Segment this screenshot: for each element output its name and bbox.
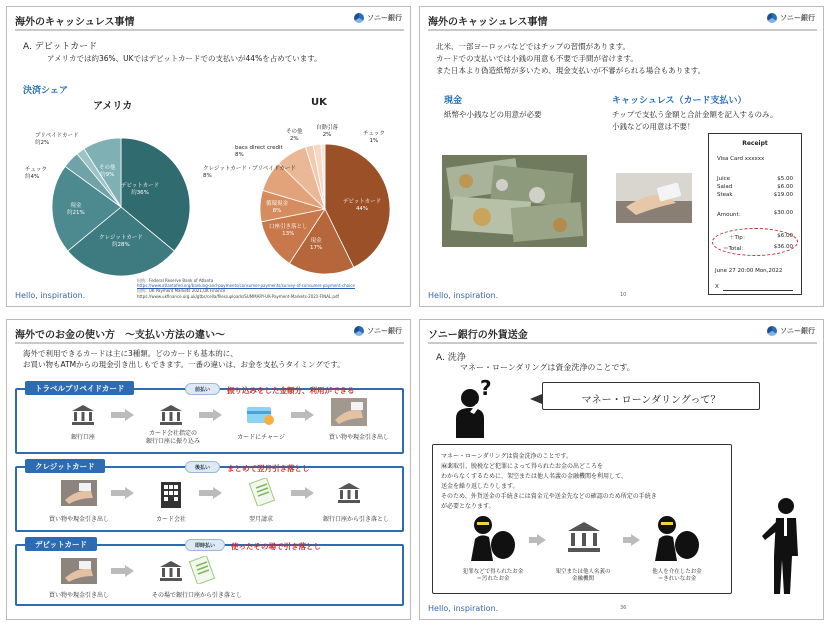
step-label: カードにチャージ (237, 434, 285, 441)
businessman-pointing-icon (760, 496, 804, 596)
arrow-right-icon (125, 409, 134, 421)
bank-icon (71, 404, 95, 426)
uk-label-check: チェック 1% (363, 131, 385, 144)
arrow-right-icon (291, 412, 305, 418)
arrow-right-icon (213, 409, 222, 421)
prepaid-card-band (15, 384, 404, 454)
card-charge-icon (245, 404, 275, 426)
company-building-icon (159, 478, 183, 508)
us-label-debit: デビットカード 約36% (121, 183, 160, 196)
arrow-right-icon (623, 537, 631, 543)
slide-payment-methods (6, 319, 411, 620)
title-divider (428, 29, 817, 31)
band-note: 使ったその場で引き落とし (231, 542, 321, 551)
sony-bank-logo-icon (767, 326, 777, 336)
receipt-item: Salad $6.00 (717, 184, 793, 190)
us-label-check: チェック 約4% (25, 167, 47, 180)
explain-line: そのため、外貨送金の手続きには資金元や送金先などの確認のため所定の手続き (441, 493, 657, 500)
receipt-title: Receipt (742, 140, 768, 147)
uk-chart-title: UK (311, 97, 327, 108)
step-label: 買い物や現金引き出し (48, 592, 109, 599)
uk-label-debit: デビットカード 44% (343, 199, 382, 212)
thinking-person-icon (450, 382, 500, 438)
flow-label: 他人を介在したお金 ＝きれいなお金 (652, 569, 702, 582)
band-title: デビットカード (25, 537, 97, 551)
us-label-credit: クレジットカード 約28% (99, 235, 143, 248)
us-chart-title: アメリカ (93, 101, 133, 112)
step-label: 買い物や現金引き出し (328, 434, 389, 441)
uk-label-revolving-cash: 循環現金 8% (266, 201, 289, 214)
thief-with-bag-icon (467, 513, 517, 563)
thief-with-bag-icon (651, 513, 701, 563)
invoice-icon (247, 478, 277, 506)
arrow-right-icon (537, 534, 546, 546)
uk-label-other: その他 2% (286, 129, 303, 142)
band-note: 振り込みをした金額分、利用ができる (227, 386, 355, 395)
explain-line: 送金を繰り返したりします。 (441, 483, 519, 490)
intro-line: また日本より偽造紙幣が多いため、現金支払いが不審がられる場合もあります。 (436, 66, 706, 75)
intro-line: お買い物もATMからの現金引き出しもできます。一番の違いは、お金を支払うタイミングです。 (23, 360, 345, 369)
debit-card-band (15, 540, 404, 606)
question-text: マネー・ローンダリングって？ (581, 395, 721, 406)
explain-line: わからなくするために、架空または他人名義の金融機関を利用して、 (441, 473, 627, 480)
uk-label-direct-debit: 口座引き落とし 13% (269, 224, 308, 237)
step-label: その場で銀行口座から引き落とし (151, 592, 242, 599)
us-label-other: その他 約9% (99, 165, 116, 178)
receipt-item: Steak $19.00 (717, 192, 793, 198)
uk-label-credit-prepaid: クレジットカード・プリペイドカード 8% (203, 166, 296, 179)
footer-tagline: Hello, inspiration. (15, 291, 86, 300)
flow-label: 架空または他人名義の 金融機関 (555, 569, 611, 582)
uk-label-cash: 現金 17% (310, 238, 323, 251)
arrow-right-icon (199, 412, 213, 418)
source-link[interactable]: https://www.atlantafed.org/banking-and-payments/consumer-payments/survey-of-consumer-payment-choice (137, 283, 355, 289)
us-label-prepaid: プリペイドカード 約2% (35, 133, 79, 146)
step-label: 銀行口座 (70, 434, 95, 441)
footer-tagline: Hello, inspiration. (428, 604, 499, 613)
source-link[interactable]: https://www.ukfinance.org.uk/gtbs/cella/files/uploads/SUMMARY-UK-Payment-Markets-2021-FINAL.pdf (137, 293, 339, 299)
slide-money-laundering (419, 319, 824, 620)
shopping-photo (331, 398, 367, 426)
arrow-right-icon (199, 490, 213, 496)
cash-photo (442, 155, 587, 247)
section-heading: A. デビットカード (23, 42, 98, 52)
flow-label: 犯罪などで得られたお金 ＝汚れたお金 (462, 569, 524, 582)
page-number: 36 (620, 605, 627, 611)
footer-tagline: Hello, inspiration. (428, 291, 499, 300)
explain-line: が必要となります。 (441, 503, 495, 510)
arrow-right-icon (305, 409, 314, 421)
slide-title: ソニー銀行の外貨送金 (428, 330, 528, 341)
step-label: カード会社指定の 銀行口座に振り込み (145, 430, 200, 445)
logo-text: ソニー銀行 (367, 14, 402, 22)
us-label-cash: 現金 約21% (67, 203, 85, 216)
slide-title: 海外でのお金の使い方 ～支払い方法の違い～ (15, 330, 225, 341)
timing-badge: 前払い (185, 383, 220, 395)
arrow-right-icon (111, 412, 125, 418)
arrow-right-icon (111, 568, 125, 574)
sony-bank-logo-icon (767, 13, 777, 23)
receipt-sign: X (715, 284, 719, 290)
slide-cashless-debit (6, 6, 411, 307)
sample-receipt (708, 133, 802, 295)
receipt-total: ＝Total： $36.00 (723, 244, 793, 252)
bank-icon (159, 560, 183, 582)
arrow-right-icon (213, 487, 222, 499)
question-bubble (542, 382, 760, 410)
cashless-text: 小銭などの用意は不要！ (612, 122, 695, 131)
sony-bank-logo (767, 326, 815, 336)
band-title: トラベルプリペイドカード (25, 381, 134, 395)
arrow-right-icon (305, 487, 314, 499)
section-subtitle: マネー・ローンダリングは資金洗浄のことです。 (460, 363, 635, 372)
title-divider (15, 29, 404, 31)
step-label: カード会社 (155, 516, 186, 523)
receipt-item: Juice $5.00 (717, 176, 793, 182)
sony-bank-logo-icon (354, 13, 364, 23)
page-number: 10 (620, 292, 627, 298)
receipt-card: Visa Card xxxxxx (717, 156, 765, 162)
sony-bank-logo (354, 326, 402, 336)
question-mark-icon: ? (480, 376, 492, 400)
band-note: まとめて翌月引き落とし (227, 464, 310, 473)
cashless-text: チップで支払う金額と合計金額を記入するのみ。 (612, 110, 778, 119)
sony-bank-logo (354, 13, 402, 23)
explain-line: 麻薬取引、脱税など犯罪によって得られたお金の出どころを (441, 463, 604, 470)
arrow-right-icon (125, 487, 134, 499)
slide-cashless-tips (419, 6, 824, 307)
section-subtitle: アメリカでは約36%、UKではデビットカードでの支払いが44%を占めています。 (47, 54, 322, 63)
receipt-date: June 27 20:00 Mon,2022 (715, 268, 783, 274)
arrow-right-icon (291, 490, 305, 496)
bank-icon (159, 404, 183, 426)
receipt-amount: Amount： $30.00 (717, 210, 793, 218)
timing-badge: 即時払い (185, 539, 225, 551)
arrow-right-icon (125, 565, 134, 577)
intro-line: カードでの支払いでは小銭の用意も不要で手間が省けます。 (436, 54, 638, 63)
logo-text: ソニー銀行 (780, 14, 815, 22)
source-line: 出所：UK Payment Markets 2021,UK Finance (137, 288, 226, 294)
intro-line: 海外で利用できるカードは主に3種類。どのカードも基本的に、 (23, 349, 238, 358)
cash-text: 紙幣や小銭などの用意が必要 (444, 110, 542, 119)
sony-bank-logo-icon (354, 326, 364, 336)
signature-line (723, 290, 793, 291)
intro-line: 北米、一部ヨーロッパなどではチップの習慣があります。 (436, 42, 631, 51)
explain-line: マネー・ローンダリングは資金洗浄のことです。 (441, 453, 573, 460)
section-heading: A. 洗浄 (436, 353, 466, 363)
logo-text: ソニー銀行 (780, 327, 815, 335)
title-divider (15, 342, 404, 344)
source-line: 出所：Federal Reserve Bank of Atlanta (137, 278, 214, 283)
credit-card-band (15, 462, 404, 532)
cash-heading: 現金 (444, 96, 463, 106)
receipt-tip: ＋Tip： $6.00 (729, 233, 793, 241)
arrow-right-icon (529, 537, 537, 543)
uk-label-auto-debit: 自動引落 2% (316, 125, 339, 138)
band-title: クレジットカード (25, 459, 105, 473)
source-notes (137, 278, 355, 299)
arrow-right-icon (631, 534, 640, 546)
shopping-photo (61, 480, 97, 506)
timing-badge: 後払い (185, 461, 220, 473)
card-payment-photo (616, 173, 692, 223)
arrow-right-icon (111, 490, 125, 496)
cashless-heading: キャッシュレス（カード支払い） (612, 96, 747, 106)
slide-title: 海外のキャッシュレス事情 (428, 17, 548, 28)
step-label: 翌月請求 (248, 516, 273, 523)
invoice-icon (187, 556, 217, 584)
bank-icon (567, 521, 601, 553)
sony-bank-logo (767, 13, 815, 23)
title-divider (428, 342, 817, 344)
share-heading: 決済シェア (23, 86, 68, 96)
slide-title: 海外のキャッシュレス事情 (15, 17, 135, 28)
uk-label-bacs: bacs direct credit 8% (235, 145, 283, 158)
step-label: 買い物や現金引き出し (48, 516, 109, 523)
shopping-photo (61, 558, 97, 584)
bubble-tail (530, 394, 542, 404)
bank-icon (337, 482, 361, 504)
logo-text: ソニー銀行 (367, 327, 402, 335)
step-label: 銀行口座から引き落とし (322, 516, 389, 523)
explanation-box (432, 444, 732, 594)
